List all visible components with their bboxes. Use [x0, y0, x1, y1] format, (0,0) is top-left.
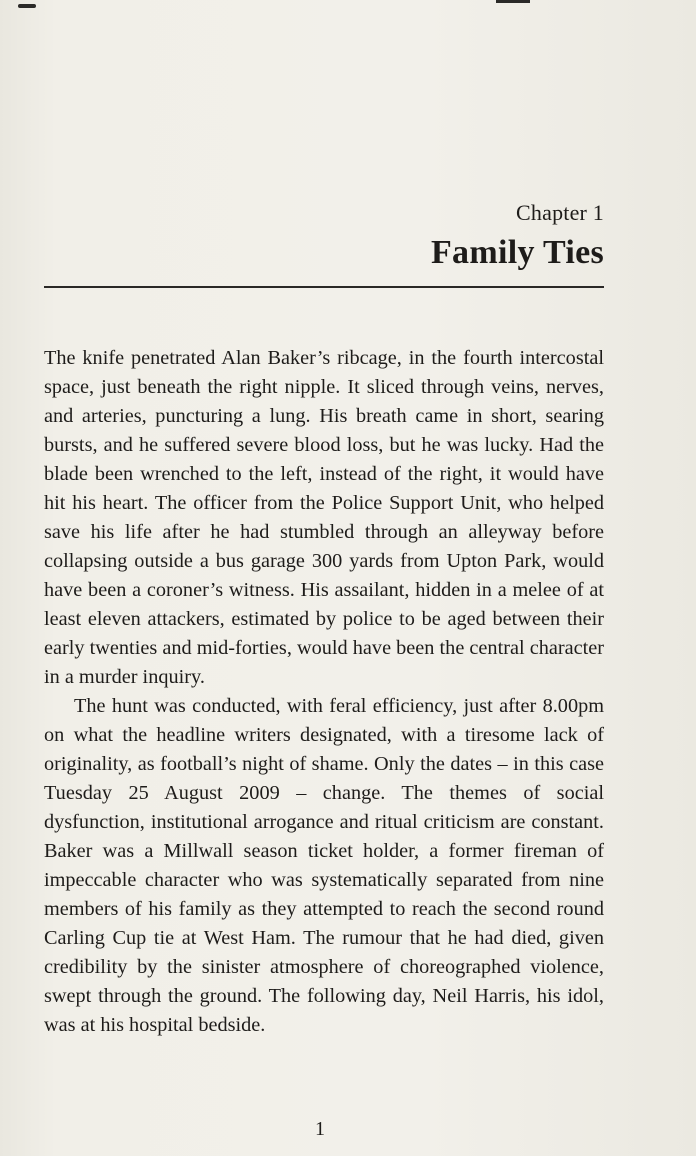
chapter-body: [44, 344, 604, 1040]
paragraph-1: The knife penetrated Alan Baker’s ribcage, in the fourth intercostal space, just beneath the right nipple. It sliced through veins, nerves, and arteries, puncturing a lung. His breath came in short, searing bursts, and he suffered severe blood loss, but he was lucky. Had the blade been wrenched to the left, instead of the right, it would have hit his heart. The officer from the Police Support Unit, who helped save his life after he had stumbled through an alleyway before collapsing outside a bus garage 300 yards from Upton Park, would have been a coroner’s witness. His assailant, hidden in a melee of at least eleven attackers, estimated by police to be aged between their early twenties and mid-forties, would have been the central character in a murder inquiry.: [44, 347, 604, 688]
page-edge-mark: [18, 4, 36, 8]
chapter-label: Chapter 1: [516, 200, 604, 225]
chapter-title: Family Ties: [430, 234, 604, 271]
paragraph-2: The hunt was conducted, with feral efficiency, just after 8.00pm on what the headline writers designated, with a tiresome lack of originality, as football’s night of shame. Only the dates – in this case Tuesday 25 August 2009 – change. The themes of social dysfunction, institutional arrogance and ritual criticism are constant. Baker was a Millwall season ticket holder, a former fireman of impeccable character who was systematically separated from nine members of his family as they attempted to reach the second round Carling Cup tie at West Ham. The rumour that he had died, given credibility by the sinister atmosphere of choreographed violence, swept through the ground. The following day, Neil Harris, his idol, was at his hospital bedside.: [44, 695, 604, 1036]
page-edge-mark-top: [496, 0, 530, 3]
chapter-rule: [44, 286, 604, 288]
page-number: 1: [315, 1118, 325, 1140]
